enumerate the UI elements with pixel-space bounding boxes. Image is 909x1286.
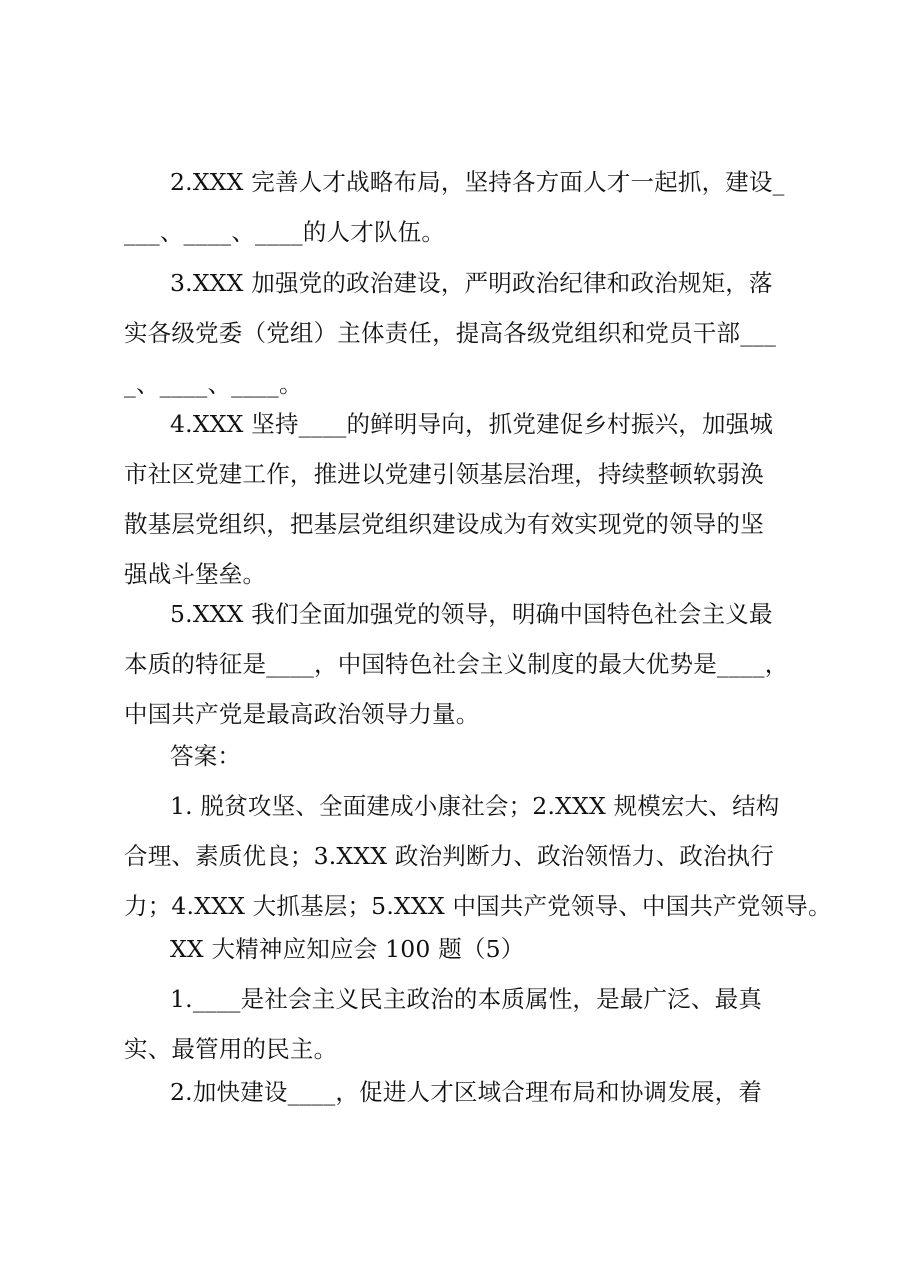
text-line: 强战斗堡垒。 [124,560,267,588]
text-line: 2.加快建设____，促进人才区域合理布局和协调发展，着 [170,1078,763,1106]
text-line: 中国共产党是最高政治领导力量。 [124,700,480,728]
text-line: 实各级党委（党组）主体责任，提高各级党组织和党员干部___ [124,319,777,347]
text-line: 4.XXX 坚持____的鲜明导向，抓党建促乡村振兴，加强城 [170,410,774,438]
text-line: 3.XXX 加强党的政治建设，严明政治纪律和政治规矩，落 [170,269,773,297]
text-line: 1.____是社会主义民主政治的本质属性，是最广泛、最真 [170,985,763,1013]
text-line: ___、____、____的人才队伍。 [124,218,446,246]
text-line: 实、最管用的民主。 [124,1035,338,1063]
answers-heading: 答案： [170,742,242,770]
text-line: 5.XXX 我们全面加强党的领导，明确中国特色社会主义最 [170,600,773,628]
text-line: 合理、素质优良；3.XXX 政治判断力、政治领悟力、政治执行 [124,842,775,870]
text-line: 散基层党组织，把基层党组织建设成为有效实现党的领导的坚 [124,510,764,538]
text-line: 1. 脱贫攻坚、全面建成小康社会；2.XXX 规模宏大、结构 [170,792,780,820]
text-line: 本质的特征是____，中国特色社会主义制度的最大优势是____， [124,650,789,678]
section-title: XX 大精神应知应会 100 题（5） [170,935,525,963]
text-line: 力；4.XXX 大抓基层；5.XXX 中国共产党领导、中国共产党领导。 [124,892,832,920]
text-line: _、____、____。 [124,370,303,398]
text-line: 市社区党建工作，推进以党建引领基层治理，持续整顿软弱涣 [124,460,764,488]
text-line: 2.XXX 完善人才战略布局，坚持各方面人才一起抓，建设_ [170,168,785,196]
